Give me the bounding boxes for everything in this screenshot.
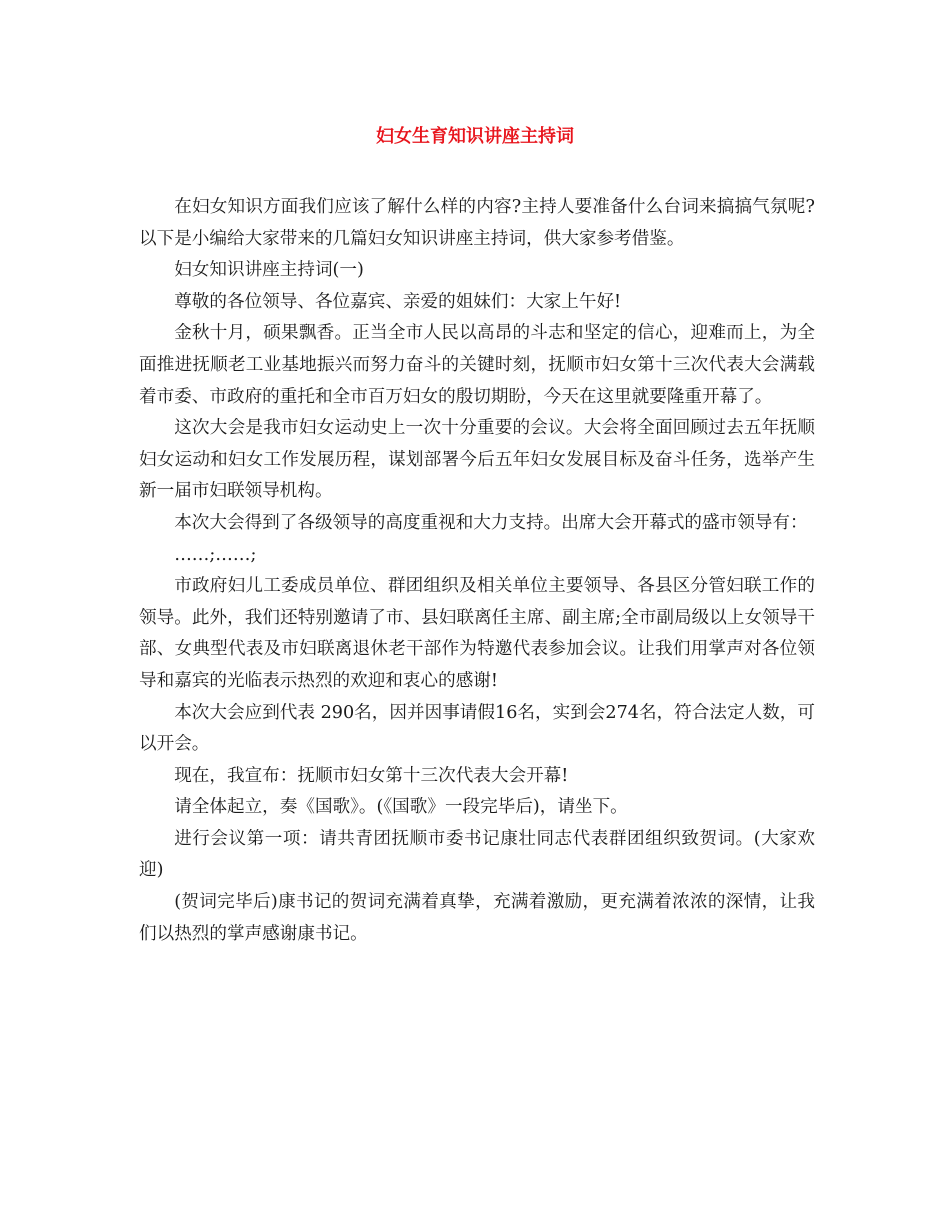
paragraph-guests: 市政府妇儿工委成员单位、群团组织及相关单位主要领导、各县区分管妇联工作的领导。此外，我们还特别邀请了市、县妇联离任主席、副主席;全市副局级以上女领导干部、女典型代表及市妇联离退休老干部作为特邀代表参加会议。让我们用掌声对各位领导和嘉宾的光临表示热烈的欢迎和衷心的感谢! [139, 576, 815, 691]
paragraph-attendance: 本次大会应到代表 290名，因并因事请假16名，实到会274名，符合法定人数，可以开会。 [139, 702, 815, 755]
paragraph-ellipsis: ……;……; [174, 544, 257, 565]
paragraph-subheading: 妇女知识讲座主持词(一) [174, 260, 364, 281]
paragraph-opening: 金秋十月，硕果飘香。正当全市人民以高昂的斗志和坚定的信心，迎难而上，为全面推进抚顺老工业基地振兴而努力奋斗的关键时刻，抚顺市妇女第十三次代表大会满载着市委、市政府的重托和全市百万妇女的殷切期盼，今天在这里就要隆重开幕了。 [139, 323, 815, 407]
paragraph-leaders-intro: 本次大会得到了各级领导的高度重视和大力支持。出席大会开幕式的盛市领导有： [174, 512, 808, 533]
paragraph-anthem: 请全体起立，奏《国歌》。(《国歌》一段完毕后)，请坐下。 [174, 797, 628, 818]
paragraph-meeting-importance: 这次大会是我市妇女运动史上一次十分重要的会议。大会将全面回顾过去五年抚顺妇女运动和妇女工作发展历程，谋划部署今后五年妇女发展目标及奋斗任务，选举产生新一届市妇联领导机构。 [139, 418, 815, 502]
paragraph-thanks: (贺词完毕后)康书记的贺词充满着真挚，充满着激励，更充满着浓浓的深情，让我们以热烈的掌声感谢康书记。 [139, 892, 815, 944]
paragraph-declaration: 现在，我宣布：抚顺市妇女第十三次代表大会开幕! [174, 765, 569, 786]
paragraph-agenda-item-1: 进行会议第一项：请共青团抚顺市委书记康壮同志代表群团组织致贺词。(大家欢迎) [139, 828, 815, 881]
document-body [139, 192, 815, 950]
paragraph-greeting: 尊敬的各位领导、各位嘉宾、亲爱的姐妹们：大家上午好! [174, 291, 622, 312]
paragraph-intro: 在妇女知识方面我们应该了解什么样的内容?主持人要准备什么台词来搞搞气氛呢?以下是小编给大家带来的几篇妇女知识讲座主持词，供大家参考借鉴。 [139, 197, 815, 249]
document-title: 妇女生育知识讲座主持词 [376, 126, 574, 147]
